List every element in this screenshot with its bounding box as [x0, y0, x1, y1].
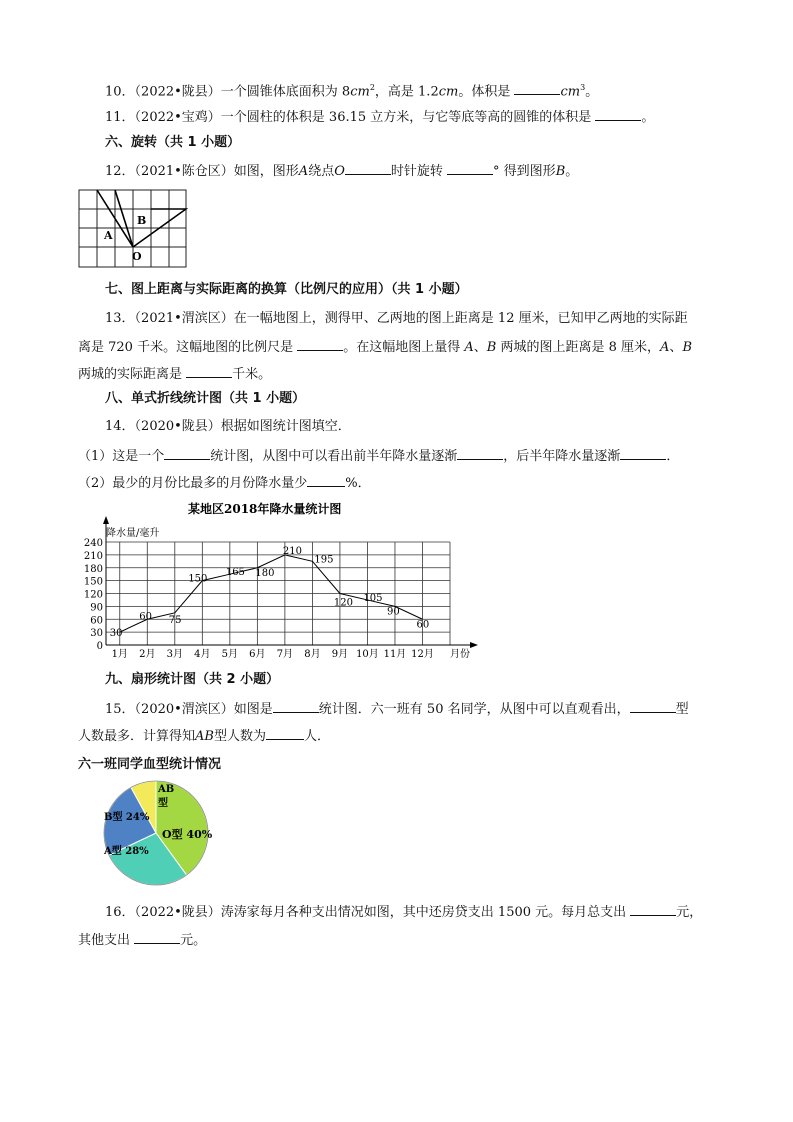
question-13-line-1: 13．（2021•渭滨区）在一幅地图上，测得甲、乙两地的图上距离是 12 厘米，已知甲乙两地的实际距: [105, 311, 688, 326]
blood-type-pie-chart: [98, 776, 218, 891]
section-heading-line-chart: 八、单式折线统计图（共 1 小题）: [105, 391, 306, 406]
question-13-line-2: 离是 720 千米。这幅地图的比例尺是 。在这幅地图上量得 A、B 两城的图上距离是 8 厘米，A、B: [78, 337, 692, 357]
question-16-line-1: 16．（2022•陇县）涛涛家每月各种支出情况如图，其中还房贷支出 1500 元。每月总支出 元，: [105, 902, 702, 922]
question-14-part-2: （2）最少的月份比最多的月份降水量少 %．: [78, 473, 371, 493]
x-tick-label: 11月: [383, 649, 407, 660]
y-tick-labels: [84, 538, 103, 652]
x-tick-label: 10月: [356, 649, 379, 660]
y-tick-label: 0: [96, 641, 103, 652]
answer-blank[interactable]: [620, 446, 666, 460]
data-label: 75: [168, 614, 182, 626]
answer-blank[interactable]: [297, 337, 343, 351]
answer-blank[interactable]: [630, 699, 676, 713]
data-label: 150: [188, 573, 208, 585]
label-ab: AB: [158, 784, 175, 795]
y-tick-label: 210: [83, 550, 103, 562]
answer-blank[interactable]: [345, 161, 391, 175]
label-b: B型 24%: [104, 812, 150, 823]
label-a: A: [104, 229, 113, 242]
answer-blank[interactable]: [307, 473, 345, 487]
answer-blank[interactable]: [266, 726, 304, 740]
answer-blank[interactable]: [273, 699, 319, 713]
x-tick-label: 1月: [111, 649, 128, 660]
x-tick-label: 12月: [411, 649, 434, 660]
question-16-line-2: 其他支出 元。: [78, 930, 206, 950]
y-tick-label: 60: [90, 615, 103, 627]
x-tick-labels: [112, 648, 434, 660]
x-tick-label: 5月: [221, 649, 239, 660]
question-12: 12．（2021•陈仓区）如图，图形A绕点O 时针旋转 ° 得到图形B。: [105, 161, 578, 181]
y-tick-label: 30: [90, 628, 103, 640]
x-axis-arrow: [470, 642, 478, 648]
label-o: O: [132, 250, 142, 263]
y-tick-label: 150: [83, 576, 103, 588]
answer-blank[interactable]: [164, 446, 210, 460]
data-label: 60: [416, 619, 430, 631]
pie-chart-title: 六一班同学血型统计情况: [78, 757, 222, 772]
answer-blank[interactable]: [457, 446, 503, 460]
question-15-line-2: 人数最多．计算得知AB型人数为 人．: [78, 726, 330, 746]
x-tick-label: 7月: [276, 649, 294, 660]
y-axis-label: 降水量/毫升: [106, 528, 160, 539]
question-14-line-1: 14．（2020•陇县）根据如图统计图填空．: [105, 419, 351, 434]
label-ab-type: 型: [158, 798, 168, 809]
answer-blank[interactable]: [134, 930, 180, 944]
data-label: 60: [139, 611, 153, 623]
answer-blank[interactable]: [630, 902, 676, 916]
x-tick-label: 3月: [166, 649, 183, 660]
section-heading-rotation: 六、旋转（共 1 小题）: [105, 135, 241, 150]
y-axis-arrow: [103, 516, 109, 524]
x-tick-label: 6月: [249, 649, 266, 660]
label-a: A型 28%: [104, 846, 149, 857]
question-10: 10．（2022•陇县）一个圆锥体底面积为 $8cm^2$，高是 1.2cm。体积是 $cm^3$。: [105, 83, 599, 100]
x-tick-label: 4月: [194, 649, 211, 660]
answer-blank[interactable]: [514, 81, 560, 95]
label-o: O型 40%: [162, 828, 213, 841]
label-b: B: [137, 214, 147, 227]
data-labels: [110, 546, 429, 639]
data-label: 210: [282, 545, 302, 557]
x-tick-label: 2月: [139, 649, 156, 660]
question-13-line-3: 两城的实际距离是 千米。: [78, 364, 271, 384]
data-label: 105: [363, 592, 383, 604]
y-tick-label: 180: [83, 563, 103, 575]
data-label: 30: [109, 628, 123, 640]
section-heading-scale: 七、图上距离与实际距离的换算（比例尺的应用）（共 1 小题）: [105, 282, 468, 297]
x-axis-label: 月份: [450, 649, 470, 660]
y-tick-label: 240: [83, 538, 103, 549]
data-label: 90: [386, 606, 400, 618]
x-tick-label: 9月: [331, 649, 349, 660]
answer-blank[interactable]: [186, 364, 232, 378]
rotation-figure: [78, 189, 188, 269]
question-11: 11．（2022•宝鸡）一个圆柱的体积是 36.15 立方米，与它等底等高的圆锥的体积是 。: [105, 107, 654, 127]
rainfall-line-chart: [78, 498, 488, 663]
data-label: 180: [255, 567, 275, 579]
answer-blank[interactable]: [595, 107, 641, 121]
y-tick-label: 120: [83, 589, 103, 601]
data-label: 120: [333, 597, 354, 609]
question-14-part-1: （1）这是一个 统计图，从图中可以看出前半年降水量逐渐 ，后半年降水量逐渐 ．: [78, 446, 679, 466]
y-tick-label: 90: [90, 602, 103, 614]
section-heading-pie-chart: 九、扇形统计图（共 2 小题）: [105, 672, 280, 687]
data-label: 165: [225, 567, 245, 579]
question-15-line-1: 15．（2020•渭滨区）如图是 统计图．六一班有 50 名同学，从图中可以直观看出， 型: [105, 699, 689, 719]
data-label: 195: [314, 554, 334, 566]
x-tick-label: 8月: [304, 649, 321, 660]
answer-blank[interactable]: [447, 161, 493, 175]
chart-title: 某地区2018年降水量统计图: [188, 502, 342, 516]
